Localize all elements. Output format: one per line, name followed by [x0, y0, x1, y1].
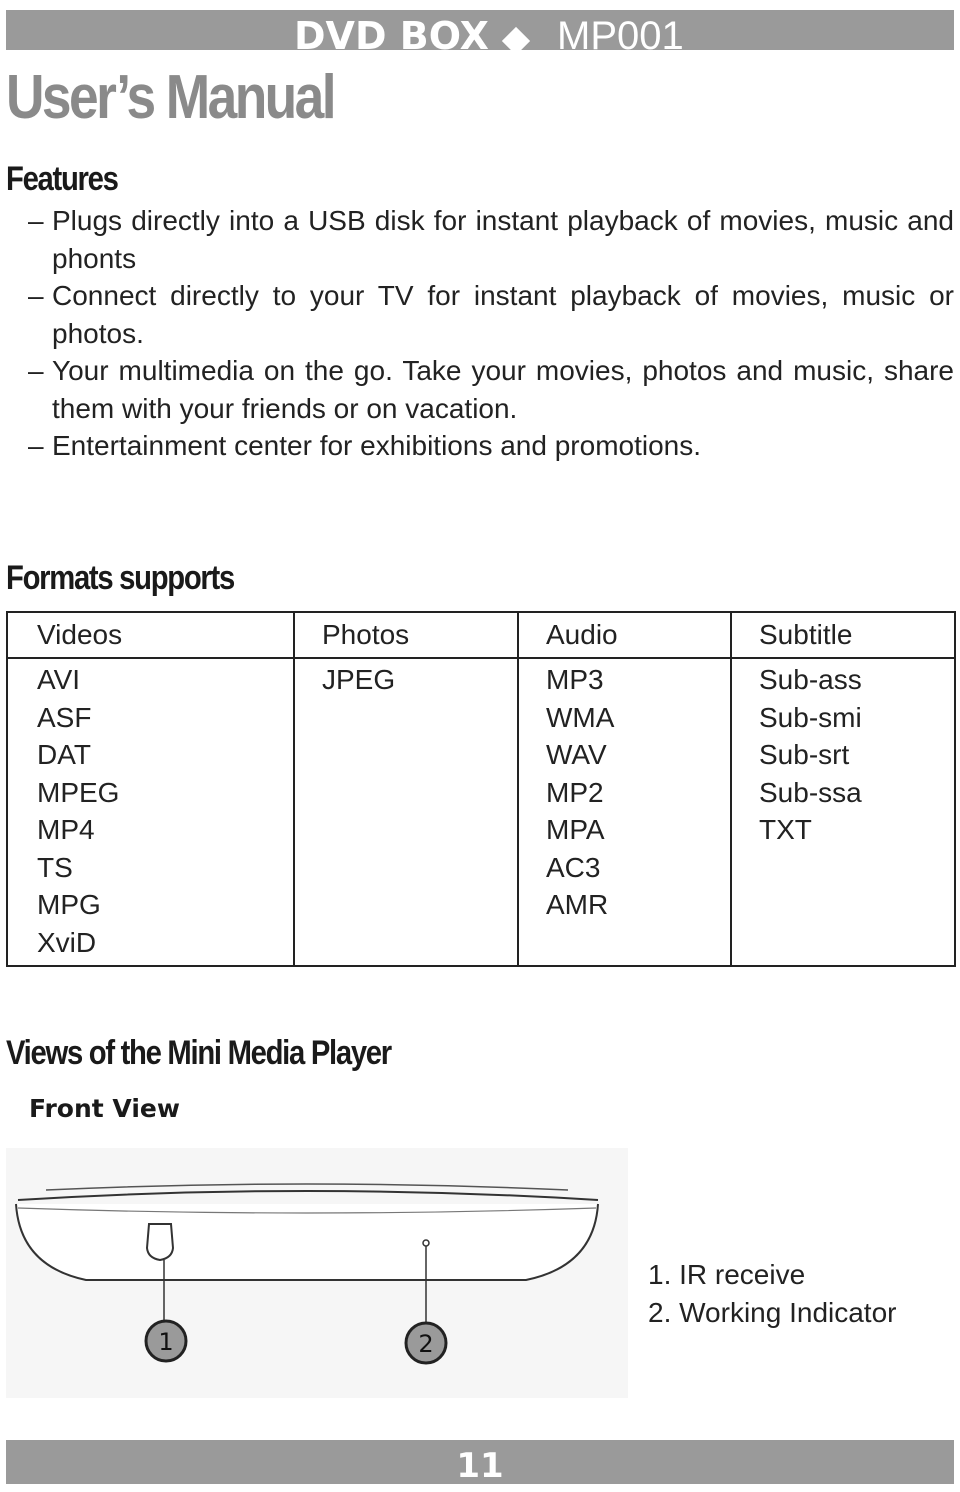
table-cell [294, 699, 518, 737]
table-row [7, 699, 955, 737]
table-cell [294, 736, 518, 774]
device-body [16, 1204, 598, 1280]
table-cell: TXT [731, 811, 955, 849]
page-number: 11 [456, 1446, 504, 1486]
legend-item-working-indicator: 2. Working Indicator [648, 1297, 897, 1328]
table-row [7, 736, 955, 774]
table-cell [731, 924, 955, 967]
device-top-rim [46, 1184, 568, 1190]
views-heading: Views of the Mini Media Player [6, 1034, 391, 1072]
table-cell: AMR [518, 886, 731, 924]
working-indicator-led [423, 1240, 429, 1246]
table-header-row [7, 612, 955, 658]
front-view-figure [6, 1148, 628, 1398]
device-top-edge [18, 1191, 598, 1200]
header-brand: DVD BOX [294, 14, 489, 58]
formats-heading: Formats supports [6, 559, 234, 597]
features-list [28, 202, 954, 465]
table-cell [294, 924, 518, 967]
page-title: User’s Manual [6, 63, 334, 132]
table-cell: JPEG [294, 658, 518, 699]
feature-item: – Plugs directly into a USB disk for instant playback of movies, music and phonts [28, 205, 954, 274]
table-cell: XviD [7, 924, 294, 967]
column-header-photos: Photos [294, 612, 518, 658]
table-row [7, 658, 955, 699]
ir-receiver-window [147, 1224, 173, 1260]
table-cell: AC3 [518, 849, 731, 887]
table-cell: Sub-ass [731, 658, 955, 699]
table-cell: AVI [7, 658, 294, 699]
table-cell [294, 886, 518, 924]
table-cell: Sub-srt [731, 736, 955, 774]
callout-label-2: 2 [418, 1330, 434, 1358]
table-cell: DAT [7, 736, 294, 774]
column-header-audio: Audio [518, 612, 731, 658]
table-row [7, 886, 955, 924]
column-header-videos: Videos [7, 612, 294, 658]
table-cell: MPEG [7, 774, 294, 812]
table-cell [294, 811, 518, 849]
table-row [7, 849, 955, 887]
callout-label-1: 1 [158, 1328, 174, 1356]
legend-item-ir-receive: 1. IR receive [648, 1259, 806, 1290]
table-cell: ASF [7, 699, 294, 737]
table-cell: MP3 [518, 658, 731, 699]
media-player-front-illustration [6, 1148, 628, 1398]
table-cell: Sub-ssa [731, 774, 955, 812]
table-row [7, 924, 955, 967]
table-cell: MP2 [518, 774, 731, 812]
feature-item: – Connect directly to your TV for instant playback of movies, music or photos. [28, 280, 954, 349]
table-cell: Sub-smi [731, 699, 955, 737]
table-cell: MPG [7, 886, 294, 924]
table-cell [294, 849, 518, 887]
table-cell: WAV [518, 736, 731, 774]
table-row [7, 774, 955, 812]
formats-table [6, 611, 956, 967]
table-cell [518, 924, 731, 967]
table-cell [731, 886, 955, 924]
table-cell: MPA [518, 811, 731, 849]
front-view-heading: Front View [29, 1094, 180, 1123]
table-cell: MP4 [7, 811, 294, 849]
table-cell [294, 774, 518, 812]
diamond-icon [502, 27, 530, 55]
table-cell [731, 849, 955, 887]
table-cell: WMA [518, 699, 731, 737]
features-heading: Features [6, 160, 118, 198]
feature-item: – Your multimedia on the go. Take your movies, photos and music, share them with your friends or on vacation. [28, 355, 954, 424]
front-view-legend [648, 1256, 897, 1332]
footer-bar [6, 1440, 954, 1484]
table-row [7, 811, 955, 849]
table-cell: TS [7, 849, 294, 887]
feature-item: – Entertainment center for exhibitions and promotions. [28, 430, 702, 461]
header-bar [6, 10, 954, 58]
column-header-subtitle: Subtitle [731, 612, 955, 658]
header-model: MP001 [557, 14, 684, 58]
